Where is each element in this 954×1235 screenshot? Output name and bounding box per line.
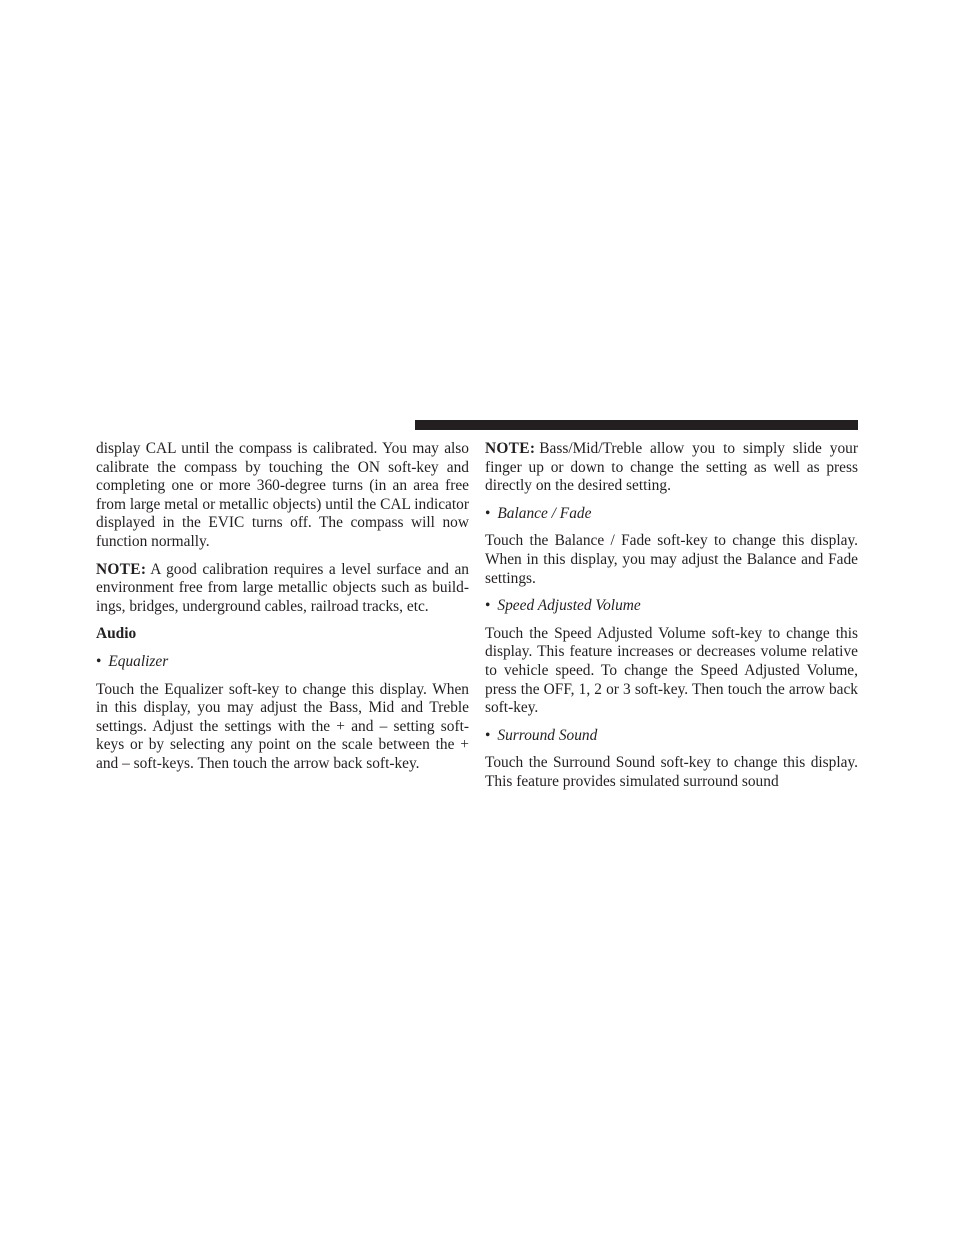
speed-adjusted-volume-bullet — [485, 597, 858, 616]
bass-mid-treble-note — [485, 440, 858, 496]
balance-fade-bullet — [485, 505, 858, 524]
speed-adjusted-volume-paragraph: Touch the Speed Adjusted Volume soft-key to change this display. This feature increases or decreases volume relative to vehicle speed. To change the Speed Adjusted Volume, press the OFF, 1, 2 or 3 soft-key. Then touch the arrow back soft-key. — [485, 624, 858, 717]
note-label: NOTE: — [96, 560, 147, 578]
header-rule-bar — [415, 420, 858, 430]
right-column — [485, 440, 858, 801]
surround-sound-paragraph: Touch the Surround Sound soft-key to change this display. This feature provides simulated surround sound — [485, 754, 858, 790]
audio-heading: Audio — [96, 625, 137, 643]
bullet-dot-icon: • — [485, 597, 491, 615]
bullet-dot-icon: • — [485, 504, 491, 522]
bullet-label: Speed Adjusted Volume — [497, 597, 641, 615]
equalizer-paragraph: Touch the Equalizer soft-key to change this display. When in this display, you may adjust the Bass, Mid and Treble settings. Adjust the settings with the + and – setting soft-keys or by selecting any point on the scale between the + and – soft-keys. Then touch the arrow back soft-key. — [96, 680, 469, 772]
calibration-note — [96, 561, 469, 617]
bullet-label: Equalizer — [108, 652, 169, 670]
bullet-label: Balance / Fade — [497, 504, 592, 522]
note-label: NOTE: — [485, 440, 536, 457]
surround-sound-bullet — [485, 727, 858, 746]
note-text: A good calibration requires a level surface and an environment free from large metallic objects such as buildings, bridges, underground cables, railroad tracks, etc. — [96, 560, 469, 615]
bullet-label: Surround Sound — [497, 726, 598, 744]
bullet-dot-icon: • — [96, 652, 102, 670]
bullet-dot-icon: • — [485, 726, 491, 744]
left-column — [96, 440, 469, 783]
compass-calibration-paragraph: display CAL until the compass is calibrated. You may also calibrate the compass by touching the ON soft-key and completing one or more 360-degree turns (in an area free from large metal or metallic objects) until the CAL indicator displayed in the EVIC turns off. The compass will now function normally. — [96, 440, 469, 550]
balance-fade-paragraph: Touch the Balance / Fade soft-key to change this display. When in this display, you may adjust the Balance and Fade settings. — [485, 532, 858, 587]
note-text: Bass/Mid/Treble allow you to simply slide your finger up or down to change the setting as well as press directly on the desired setting. — [485, 440, 858, 495]
equalizer-bullet — [96, 653, 469, 672]
